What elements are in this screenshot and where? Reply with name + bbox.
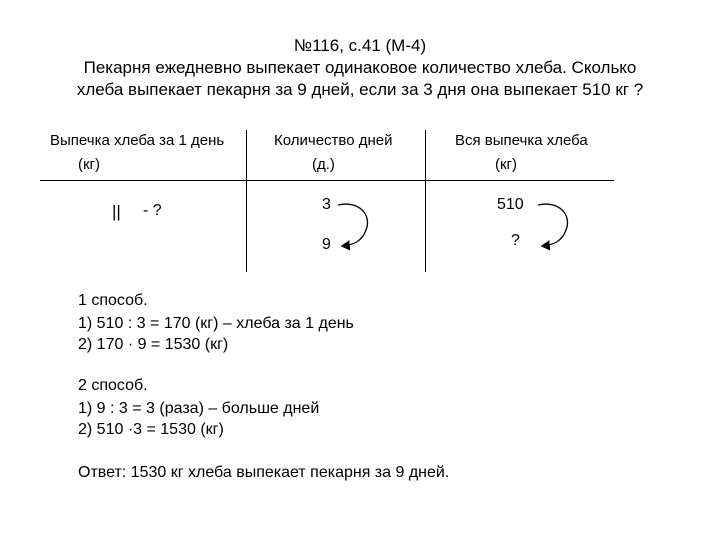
table-column-divider-1: [246, 130, 247, 272]
col1-value: - ?: [143, 202, 162, 219]
table-column-divider-2: [425, 130, 426, 272]
col2-arrow-icon: [330, 196, 380, 256]
method1-step2: 2) 170 · 9 = 1530 (кг): [78, 336, 229, 353]
col2-header: Количество дней: [274, 132, 393, 149]
col3-arrow-icon: [530, 196, 580, 256]
col3-unit: (кг): [495, 156, 518, 173]
table-header-divider: [40, 180, 614, 181]
answer-text: Ответ: 1530 кг хлеба выпекает пекарня за 9 дней.: [78, 464, 450, 481]
col3-header: Вся выпечка хлеба: [455, 132, 588, 149]
method2-step2: 2) 510 ·3 = 1530 (кг): [78, 421, 224, 438]
equal-marker: ||: [112, 202, 121, 221]
problem-text-line1: Пекарня ежедневно выпекает одинаковое количество хлеба. Сколько: [83, 58, 637, 77]
method2-title: 2 способ.: [78, 377, 148, 394]
col3-bottom-value: ?: [511, 232, 520, 249]
method1-step1: 1) 510 : 3 = 170 (кг) – хлеба за 1 день: [78, 315, 354, 332]
col3-top-value: 510: [497, 196, 524, 213]
problem-text-line2: хлеба выпекает пекарня за 9 дней, если за 3 дня она выпекает 510 кг ?: [76, 80, 644, 99]
method2-step1: 1) 9 : 3 = 3 (раза) – больше дней: [78, 400, 320, 417]
col2-top-value: 3: [322, 196, 331, 213]
col2-unit: (д.): [312, 156, 335, 173]
method1-title: 1 способ.: [78, 292, 148, 309]
col2-bottom-value: 9: [322, 236, 331, 253]
col1-header: Выпечка хлеба за 1 день: [50, 132, 225, 149]
problem-number: №116, с.41 (М-4): [293, 36, 427, 55]
col1-unit: (кг): [78, 156, 101, 173]
